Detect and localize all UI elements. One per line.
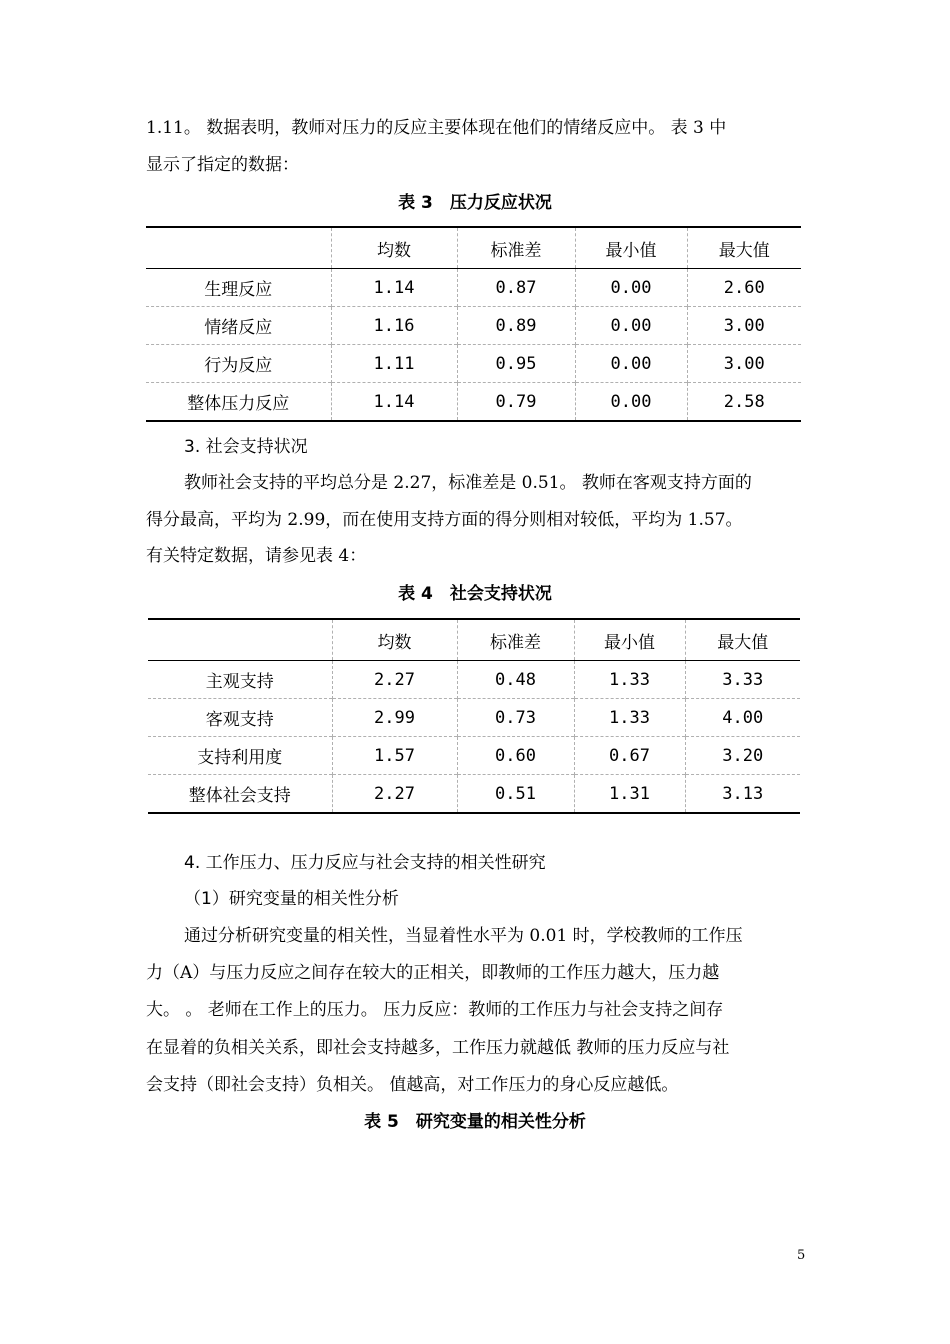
table3-caption: 表 3 压力反应状况 xyxy=(398,193,552,213)
table4 xyxy=(148,618,800,814)
table-cell: 0.67 xyxy=(574,737,685,775)
table-cell: 0.73 xyxy=(457,699,574,737)
row-label: 生理反应 xyxy=(204,280,273,300)
header-cell: 最大值 xyxy=(687,227,801,269)
header-cell: 标准差 xyxy=(457,227,575,269)
table-cell: 0.00 xyxy=(575,345,687,383)
table-cell: 0.51 xyxy=(457,775,574,814)
paragraph-line: 通过分析研究变量的相关性，当显着性水平为 0.01 时，学校教师的工作压 xyxy=(184,926,743,946)
row-label: 客观支持 xyxy=(148,699,332,737)
header-cell: 均数 xyxy=(332,619,457,661)
section-heading: 3. 社会支持状况 xyxy=(184,437,308,457)
table-cell: 2.58 xyxy=(687,383,801,422)
table-cell: 0.00 xyxy=(575,307,687,345)
table-cell: 0.48 xyxy=(457,661,574,699)
table-cell: 2.99 xyxy=(332,699,457,737)
table-cell: 2.60 xyxy=(687,269,801,307)
table-cell: 1.14 xyxy=(331,383,457,422)
row-label: 支持利用度 xyxy=(148,737,332,775)
table-cell: 3.00 xyxy=(687,345,801,383)
header-cell: 标准差 xyxy=(457,619,574,661)
table-row xyxy=(148,699,800,737)
header-cell xyxy=(148,619,332,661)
paragraph-line: 1.11。 数据表明，教师对压力的反应主要体现在他们的情绪反应中。 表 3 中 xyxy=(146,118,727,138)
paragraph-line: 会支持（即社会支持）负相关。 值越高，对工作压力的身心反应越低。 xyxy=(146,1075,679,1095)
table-row xyxy=(148,775,800,814)
header-cell: 最小值 xyxy=(575,227,687,269)
table4-caption: 表 4 社会支持状况 xyxy=(398,584,552,604)
row-label: 整体压力反应 xyxy=(146,383,331,422)
table-cell: 4.00 xyxy=(685,699,800,737)
table-cell: 0.95 xyxy=(457,345,575,383)
table-cell: 3.20 xyxy=(685,737,800,775)
table-cell: 1.57 xyxy=(332,737,457,775)
table-cell: 0.87 xyxy=(457,269,575,307)
table-row xyxy=(146,383,801,422)
table-cell: 0.79 xyxy=(457,383,575,422)
paragraph-line: 大。 。 老师在工作上的压力。 压力反应：教师的工作压力与社会支持之间存 xyxy=(146,1000,724,1020)
paragraph-line: 力（A）与压力反应之间存在较大的正相关，即教师的工作压力越大，压力越 xyxy=(146,963,720,983)
page-number: 5 xyxy=(797,1248,806,1263)
section-heading: 4. 工作压力、压力反应与社会支持的相关性研究 xyxy=(184,853,546,873)
table-header-row xyxy=(148,619,800,661)
table-cell: 0.00 xyxy=(575,269,687,307)
row-label: 情绪反应 xyxy=(146,307,331,345)
table-header-row xyxy=(146,227,801,269)
header-cell xyxy=(146,227,331,269)
subsection-heading: （1）研究变量的相关性分析 xyxy=(184,889,399,909)
table-cell: 1.33 xyxy=(574,699,685,737)
paragraph-line: 有关特定数据，请参见表 4： xyxy=(146,546,367,566)
table-row xyxy=(148,661,800,699)
table-cell: 3.33 xyxy=(685,661,800,699)
row-label: 行为反应 xyxy=(146,345,331,383)
header-cell: 均数 xyxy=(331,227,457,269)
table-cell: 3.13 xyxy=(685,775,800,814)
table-cell: 1.16 xyxy=(331,307,457,345)
table-row xyxy=(148,737,800,775)
table-cell: 2.27 xyxy=(332,775,457,814)
header-cell: 最大值 xyxy=(685,619,800,661)
paragraph-line: 显示了指定的数据： xyxy=(146,155,299,175)
table-cell: 2.27 xyxy=(332,661,457,699)
row-label: 主观支持 xyxy=(205,672,274,692)
table-cell: 0.60 xyxy=(457,737,574,775)
table-row xyxy=(146,345,801,383)
paragraph-line: 得分最高，平均为 2.99，而在使用支持方面的得分则相对较低，平均为 1.57。 xyxy=(146,510,743,530)
table-cell: 1.31 xyxy=(574,775,685,814)
table-cell: 1.14 xyxy=(331,269,457,307)
table-cell: 0.00 xyxy=(575,383,687,422)
row-label: 整体社会支持 xyxy=(148,775,332,814)
paragraph-line: 在显着的负相关关系，即社会支持越多，工作压力就越低 教师的压力反应与社 xyxy=(146,1038,730,1058)
table-row xyxy=(146,307,801,345)
table-cell: 3.00 xyxy=(687,307,801,345)
header-cell: 最小值 xyxy=(574,619,685,661)
table-cell: 0.89 xyxy=(457,307,575,345)
table-cell: 1.33 xyxy=(574,661,685,699)
paragraph-line: 教师社会支持的平均总分是 2.27，标准差是 0.51。 教师在客观支持方面的 xyxy=(184,473,752,493)
table5-caption: 表 5 研究变量的相关性分析 xyxy=(364,1112,586,1132)
table-row xyxy=(146,269,801,307)
table3 xyxy=(146,226,801,422)
table-cell: 1.11 xyxy=(331,345,457,383)
